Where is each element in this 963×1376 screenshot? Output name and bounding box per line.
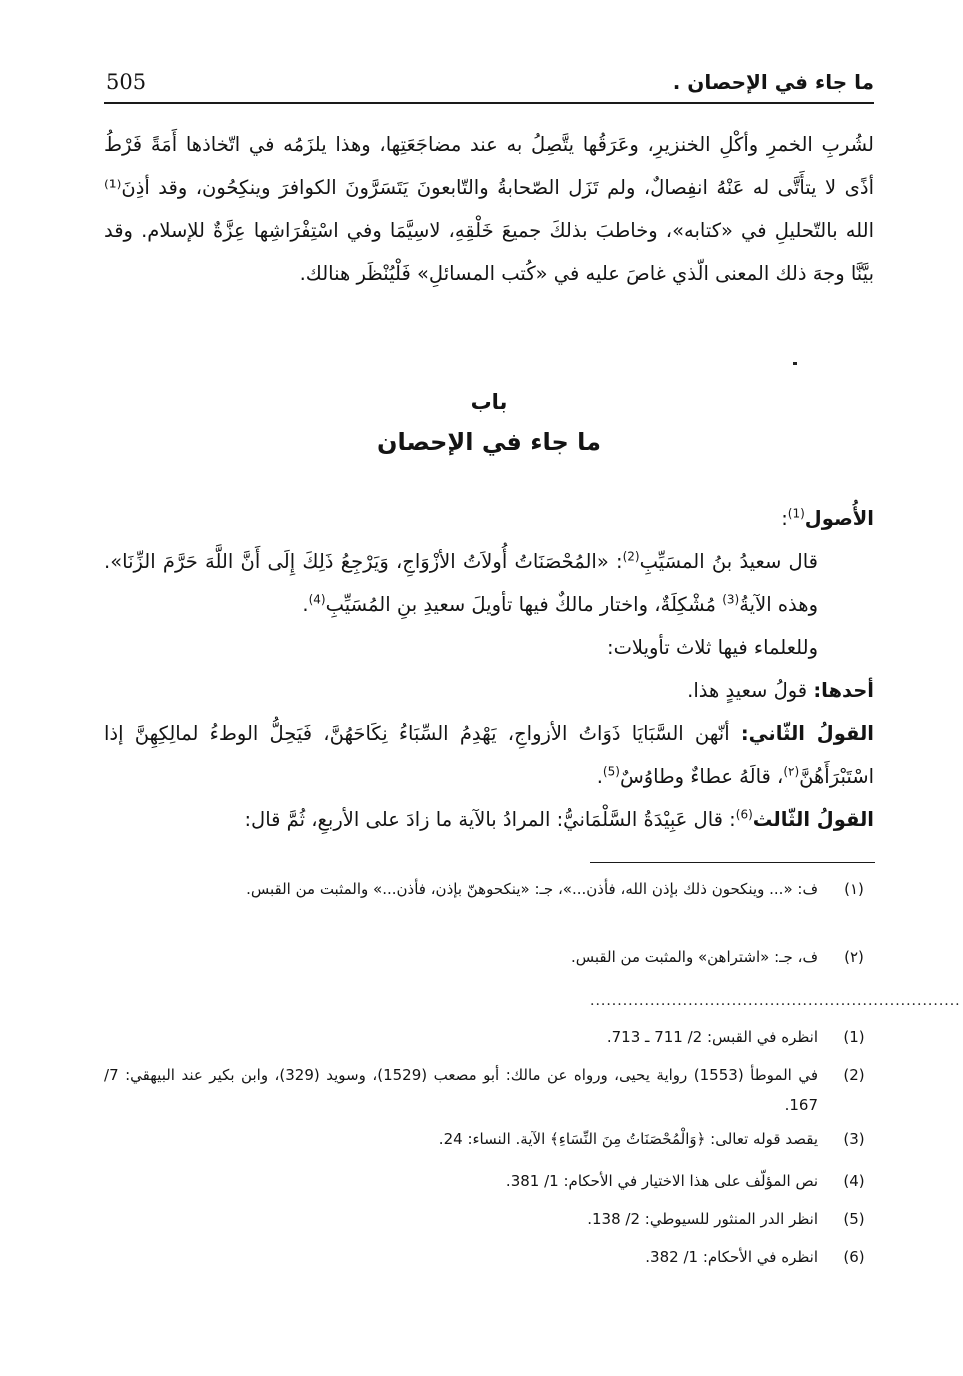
footnote-number: (6): [843, 1248, 865, 1266]
second-view-label: القولُ الثّاني:: [740, 722, 874, 745]
footnote-text: يقصد قوله تعالى: ﴿وَالْمُحْصَنَاتُ مِنَ النِّسَاءِ﴾ الآية. النساء: 24.: [438, 1130, 818, 1148]
footnote-ref: (1): [787, 506, 805, 521]
text-span: .: [302, 593, 309, 616]
footnote-ref: (6): [735, 807, 753, 822]
paragraph-third-view: [104, 798, 874, 841]
text-span: ، قالَهُ عطاءٌ وطاوُسٌ: [619, 765, 784, 788]
footnote-separator-dots: ....................................................................: [590, 993, 961, 1009]
section-ornament-dot: [793, 362, 797, 365]
chapter-label: باب: [470, 390, 508, 414]
footnote-text: نص المؤلّف على هذا الاختيار في الأحكام: 1/ 381.: [505, 1172, 818, 1190]
usul-label: الأُصول: [804, 507, 874, 530]
footnote-ref: (3): [722, 592, 740, 607]
footnote: [104, 1242, 874, 1272]
footnote-number: (1): [843, 1028, 865, 1046]
footnote: [104, 1166, 874, 1196]
variant-note-number: (٢): [844, 948, 864, 966]
footnote: [104, 1060, 874, 1120]
footnote-ref: (5): [602, 764, 620, 779]
variant-ref: (٢): [783, 764, 800, 779]
chapter-title: ما جاء في الإحصان: [376, 428, 602, 456]
text-span: قال سعيدُ بنُ المسَيِّبِ: [639, 550, 818, 573]
footnote-text: انظره في الأحكام: 1/ 382.: [645, 1248, 818, 1266]
paragraph-second-view: [104, 712, 874, 798]
text-span: : «المُحْصَنَاتُ أُولاَتُ الأزْوَاجِ، وَيَرْجِعُ ذَلِكَ إِلَى أَنَّ اللَّهَ حَرَّمَ الزِّنَا». وهذه الآيةُ: [104, 550, 818, 616]
footnote-text: في الموطأ (1553) رواية يحيى، ورواه عن مالك: أبو مصعب (1529)، وسويد (329)، وابن بكير عند البيهقي: 7/ 167.: [104, 1066, 818, 1114]
footnote-number: (2): [843, 1066, 865, 1084]
usul-colon: :: [781, 507, 788, 530]
footnote-number: (5): [843, 1210, 865, 1228]
footnote-number: (4): [843, 1172, 865, 1190]
footnote-ref: (2): [622, 549, 640, 564]
first-view-label: أحدها:: [813, 679, 874, 702]
intro-paragraph: لشُربِ الخمرِ وأكْلِ الخنزيرِ، وعَرَقُها يتَّصِلُ به عند مضاجَعَتِها، وهذا يلزَمُه في اتّخاذها أَمَةً فَرْطُ أذًى لا يتأَتَّى له عَنْهُ انفِصالٌ، ولم تَزَل الصّحابةُ والتّابعونَ يَتَسَرَّونَ الكوافرَ وينكِحُون، وقد أذِنَ⁽¹⁾ الله بالتّحليلِ في «كتابه»، وخاطبَ بذلكَ جميعَ خَلْقِهِ، لاسِيَّمَا وفي اسْتِفْرَاشِها عِزَّةٌ للإسلام. وقد بيَّنَّا وجهَ ذلك المعنى الّذي غاصَ عليه في «كُتب المسائلِ» فَلْيُنْظَر هنالك.: [104, 133, 874, 285]
footnote-text: انظر الدر المنثور للسيوطي: 2/ 138.: [587, 1210, 818, 1228]
footnote-ref: (4): [308, 592, 326, 607]
header-rule: [104, 102, 874, 104]
running-title: ما جاء في الإحصان .: [672, 70, 874, 94]
variant-note: [104, 942, 874, 972]
text-span: مُشْكِلَةٌ، واختار مالكٌ فيها تأويلَ سعيدِ بنِ المُسَيِّبِ: [325, 593, 723, 616]
variant-note-text: ف: «... وينكحون ذلك بإذن الله، فأذن...»، جـ: «ينكحوهنّ بإذن، فأذن...» والمثبت من القبس.: [246, 880, 818, 898]
footnote-rule: [590, 862, 875, 863]
usul-heading: [104, 497, 874, 540]
variant-note: [104, 874, 874, 904]
text-span: .: [596, 765, 603, 788]
third-view-label: القولُ الثّالث: [752, 808, 874, 831]
main-text: [104, 497, 874, 841]
text-span: : قال عَبِيْدَةُ السَّلْمَانيُّ: المرادُ بالآية ما زادَ على الأربعِ، ثُمَّ قال:: [244, 808, 736, 831]
footnote-number: (3): [843, 1130, 865, 1148]
running-header: [104, 66, 874, 102]
variant-note-number: (١): [844, 880, 864, 898]
footnote: [104, 1124, 874, 1154]
footnote-text: انظره في القبس: 2/ 711 ـ 713.: [606, 1028, 818, 1046]
text-span: أنّهن السَّبَايَا ذَوَاتُ الأزواجِ، يَهْدِمُ السِّبَاءُ نِكَاحَهُنَّ، فَيَحِلُّ الوطءُ لمالِكِهِنَّ إذا اسْتَبْرَأَهُنَّ: [104, 722, 874, 788]
paragraph-saeed: [104, 540, 874, 626]
footnote: [104, 1022, 874, 1052]
page-number: 505: [106, 70, 147, 94]
paragraph-three-interpretations: وللعلماء فيها ثلاث تأويلات:: [607, 636, 818, 659]
variant-note-text: ف، جـ: «اشتراهن» والمثبت من القبس.: [571, 948, 818, 966]
text-span: قولُ سعيدٍ هذا.: [687, 679, 814, 702]
paragraph-first-view: [104, 669, 874, 712]
footnote: [104, 1204, 874, 1234]
